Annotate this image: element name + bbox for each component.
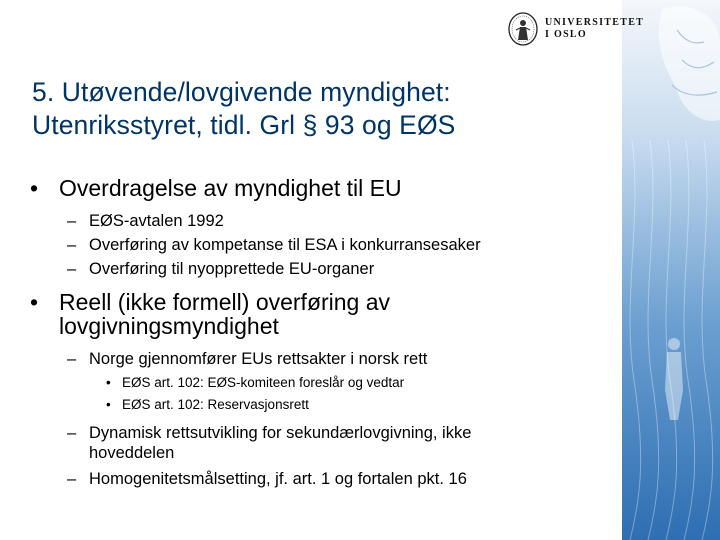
slide-title-line1: 5. Utøvende/lovgivende myndighet: xyxy=(32,77,451,107)
bullet-marker: • xyxy=(30,289,39,315)
bullet-level3 xyxy=(30,375,620,391)
bullet-level2 xyxy=(30,349,620,369)
bullet-text: Overføring av kompetanse til ESA i konkurransesaker xyxy=(89,236,481,254)
bullet-text-line1: Reell (ikke formell) overføring av xyxy=(59,289,391,315)
bullet-text: Overføring til nyopprettede EU-organer xyxy=(89,260,375,278)
slide-content xyxy=(30,176,620,489)
logo-text-line1: UNIVERSITETET xyxy=(545,17,645,28)
slide-title-line2: Utenriksstyret, tidl. Grl § 93 og EØS xyxy=(32,110,456,140)
slide-title xyxy=(32,76,602,142)
bullet-text-line2: hoveddelen xyxy=(89,444,175,462)
university-logo xyxy=(508,12,644,46)
dash-marker: – xyxy=(67,470,77,488)
bullet-text: EØS art. 102: EØS-komiteen foreslår og vedtar xyxy=(122,375,405,390)
dash-marker: – xyxy=(67,212,77,230)
bullet-text: Norge gjennomfører EUs rettsakter i norsk rett xyxy=(89,350,428,368)
bullet-text-line2: lovgivningsmyndighet xyxy=(59,313,279,339)
bullet-text: EØS art. 102: Reservasjonsrett xyxy=(122,397,309,412)
small-bullet-marker: • xyxy=(106,375,111,390)
dash-marker: – xyxy=(67,260,77,278)
bullet-level3 xyxy=(30,397,620,413)
small-bullet-marker: • xyxy=(106,397,111,412)
side-panel-artwork xyxy=(622,0,720,540)
bullet-level2 xyxy=(30,211,620,231)
decorative-side-panel xyxy=(622,0,720,540)
dash-marker: – xyxy=(67,350,77,368)
dash-marker: – xyxy=(67,424,77,442)
university-seal-icon xyxy=(508,12,538,46)
bullet-text-line1: Dynamisk rettsutvikling for sekundærlovgivning, ikke xyxy=(89,424,472,442)
logo-text-line2: I OSLO xyxy=(545,29,587,40)
bullet-text: EØS-avtalen 1992 xyxy=(89,212,224,230)
bullet-level1 xyxy=(30,176,620,200)
bullet-level2 xyxy=(30,423,620,463)
dash-marker: – xyxy=(67,236,77,254)
bullet-text: Homogenitetsmålsetting, jf. art. 1 og fortalen pkt. 16 xyxy=(89,470,467,488)
bullet-level2 xyxy=(30,235,620,255)
bullet-text: Overdragelse av myndighet til EU xyxy=(59,175,402,201)
bullet-marker: • xyxy=(30,175,39,201)
bullet-level1 xyxy=(30,290,620,338)
bullet-level2 xyxy=(30,259,620,279)
bullet-level2 xyxy=(30,469,620,489)
